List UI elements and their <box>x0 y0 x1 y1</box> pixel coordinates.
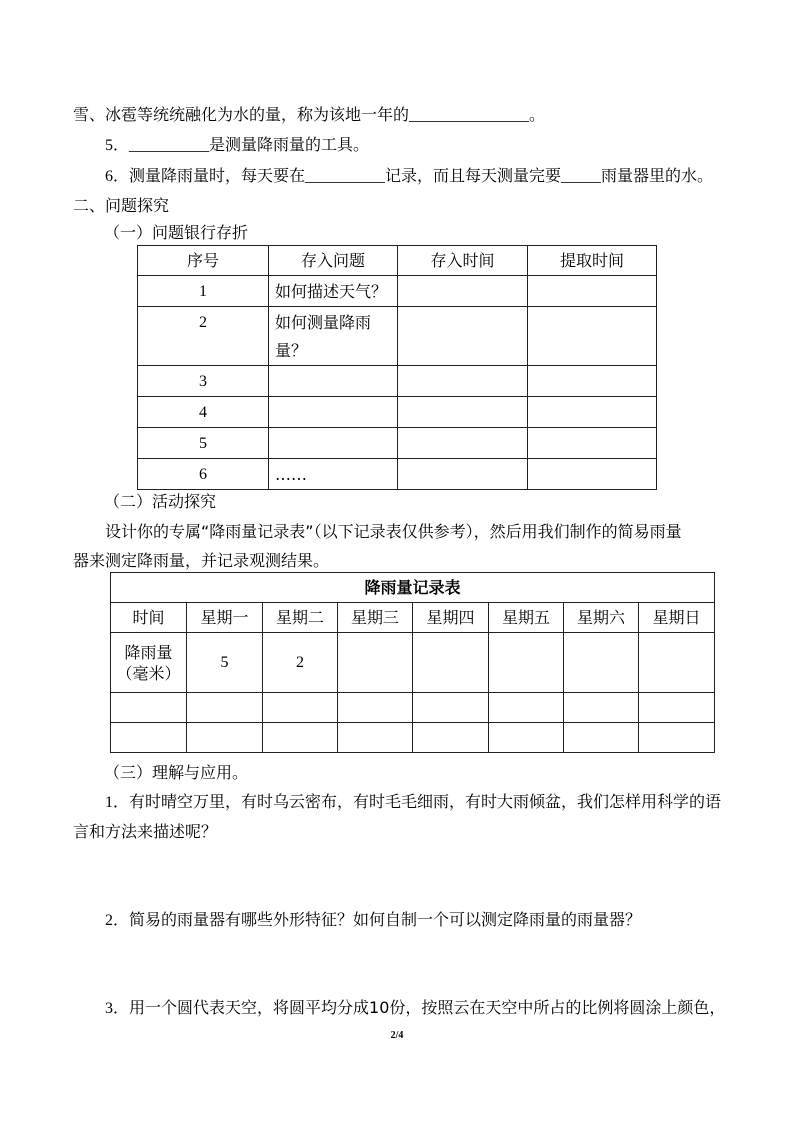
header-saturday: 星期六 <box>564 603 639 633</box>
answer-blank: _______________ <box>409 107 530 124</box>
question-cell: 如何描述天气？ <box>269 276 398 307</box>
question-text: 简易的雨量器有哪些外形特征？如何自制一个可以测定降雨量的雨量器？ <box>129 910 642 929</box>
header-sunday: 星期日 <box>639 603 715 633</box>
question-cell <box>269 428 398 459</box>
rainfall-cell <box>489 723 564 753</box>
header-time: 时间 <box>111 603 187 633</box>
row-number: 2 <box>138 307 269 366</box>
question-bank-table <box>137 245 657 490</box>
deposit-time-cell <box>398 428 528 459</box>
question-text: 测量降雨量时，每天要在 <box>129 166 306 185</box>
row-label-cell: 降雨量（毫米） <box>111 633 187 693</box>
question-number: 6． <box>105 168 130 185</box>
deposit-time-cell <box>398 276 528 307</box>
rainfall-cell <box>413 633 489 693</box>
answer-blank: __________ <box>305 168 386 185</box>
rainfall-cell <box>489 633 564 693</box>
rainfall-record-table <box>110 572 715 753</box>
application-question-1-continuation: 言和方法来描述呢？ <box>73 822 218 841</box>
rainfall-cell <box>564 723 639 753</box>
question-6 <box>105 161 713 191</box>
table-title-row <box>111 573 715 603</box>
question-cell <box>269 366 398 397</box>
table-row <box>138 366 657 397</box>
table-title: 降雨量记录表 <box>111 573 715 603</box>
deposit-time-cell <box>398 459 528 490</box>
header-thursday: 星期四 <box>413 603 489 633</box>
withdraw-time-cell <box>528 366 657 397</box>
rainfall-cell <box>639 633 715 693</box>
rainfall-cell <box>489 693 564 723</box>
rainfall-cell <box>338 723 413 753</box>
rainfall-cell <box>413 723 489 753</box>
row-number: 4 <box>138 397 269 428</box>
header-withdraw-time: 提取时间 <box>528 246 657 276</box>
table-row <box>138 276 657 307</box>
header-deposit-time: 存入时间 <box>398 246 528 276</box>
table-header-row <box>138 246 657 276</box>
table-row <box>111 633 715 693</box>
fill-text-end: 。 <box>529 105 546 124</box>
withdraw-time-cell <box>528 428 657 459</box>
question-text: 是测量降雨量的工具。 <box>209 135 370 154</box>
question-number: 3． <box>105 1000 130 1017</box>
question-5 <box>105 130 369 160</box>
withdraw-time-cell <box>528 397 657 428</box>
table-row <box>138 428 657 459</box>
application-question-1 <box>105 787 721 817</box>
withdraw-time-cell <box>528 307 657 366</box>
activity-instruction-line: 设计你的专属“降雨量记录表”（以下记录表仅供参考），然后用我们制作的简易雨量 <box>105 522 682 541</box>
table-row <box>111 693 715 723</box>
answer-blank: _____ <box>561 168 602 185</box>
row-number: 1 <box>138 276 269 307</box>
header-wednesday: 星期三 <box>338 603 413 633</box>
question-cell: …… <box>269 459 398 490</box>
rainfall-cell <box>187 723 263 753</box>
question-text: 记录，而且每天测量完要 <box>385 166 562 185</box>
fill-text: 雪、冰雹等统统融化为水的量，称为该地一年的 <box>73 105 410 124</box>
rainfall-cell: 5 <box>187 633 263 693</box>
rainfall-cell <box>187 693 263 723</box>
table-row <box>138 459 657 490</box>
deposit-time-cell <box>398 307 528 366</box>
subsection-heading-application: （三）理解与应用。 <box>104 763 249 782</box>
row-label-cell <box>111 723 187 753</box>
table-row <box>111 723 715 753</box>
question-text: 雨量器里的水。 <box>601 166 714 185</box>
application-question-3 <box>105 993 725 1023</box>
rainfall-cell <box>564 633 639 693</box>
deposit-time-cell <box>398 397 528 428</box>
row-number: 5 <box>138 428 269 459</box>
table-header-row <box>111 603 715 633</box>
header-tuesday: 星期二 <box>263 603 338 633</box>
section-heading: 二、问题探究 <box>73 196 170 215</box>
question-number: 1． <box>105 794 130 811</box>
rainfall-cell <box>639 693 715 723</box>
row-label-cell <box>111 693 187 723</box>
header-index: 序号 <box>138 246 269 276</box>
withdraw-time-cell <box>528 459 657 490</box>
question-text: 有时晴空万里，有时乌云密布，有时毛毛细雨，有时大雨倾盆，我们怎样用科学的语 <box>129 792 722 811</box>
header-friday: 星期五 <box>489 603 564 633</box>
table-row <box>138 397 657 428</box>
page-number: 2/4 <box>390 1030 404 1041</box>
rainfall-cell <box>639 723 715 753</box>
deposit-time-cell <box>398 366 528 397</box>
header-stored-question: 存入问题 <box>269 246 398 276</box>
header-monday: 星期一 <box>187 603 263 633</box>
row-number: 3 <box>138 366 269 397</box>
row-number: 6 <box>138 459 269 490</box>
question-cell <box>269 397 398 428</box>
withdraw-time-cell <box>528 276 657 307</box>
rainfall-cell <box>413 693 489 723</box>
rainfall-cell <box>263 723 338 753</box>
subsection-heading-activity: （二）活动探究 <box>104 492 217 511</box>
question-number: 5． <box>105 137 130 154</box>
rainfall-cell <box>263 693 338 723</box>
question-text: 用一个圆代表天空，将圆平均分成10份，按照云在天空中所占的比例将圆涂上颜色， <box>129 998 726 1017</box>
rainfall-cell <box>338 633 413 693</box>
rainfall-cell <box>338 693 413 723</box>
question-cell: 如何测量降雨量？ <box>269 307 398 366</box>
application-question-2 <box>105 905 641 935</box>
subsection-heading-question-bank: （一）问题银行存折 <box>104 223 249 242</box>
fill-line-annual-precipitation <box>73 100 545 130</box>
table-row <box>138 307 657 366</box>
rainfall-cell <box>564 693 639 723</box>
answer-blank: __________ <box>129 137 210 154</box>
question-number: 2． <box>105 912 130 929</box>
rainfall-cell: 2 <box>263 633 338 693</box>
activity-instruction-line: 器来测定降雨量，并记录观测结果。 <box>73 551 330 570</box>
